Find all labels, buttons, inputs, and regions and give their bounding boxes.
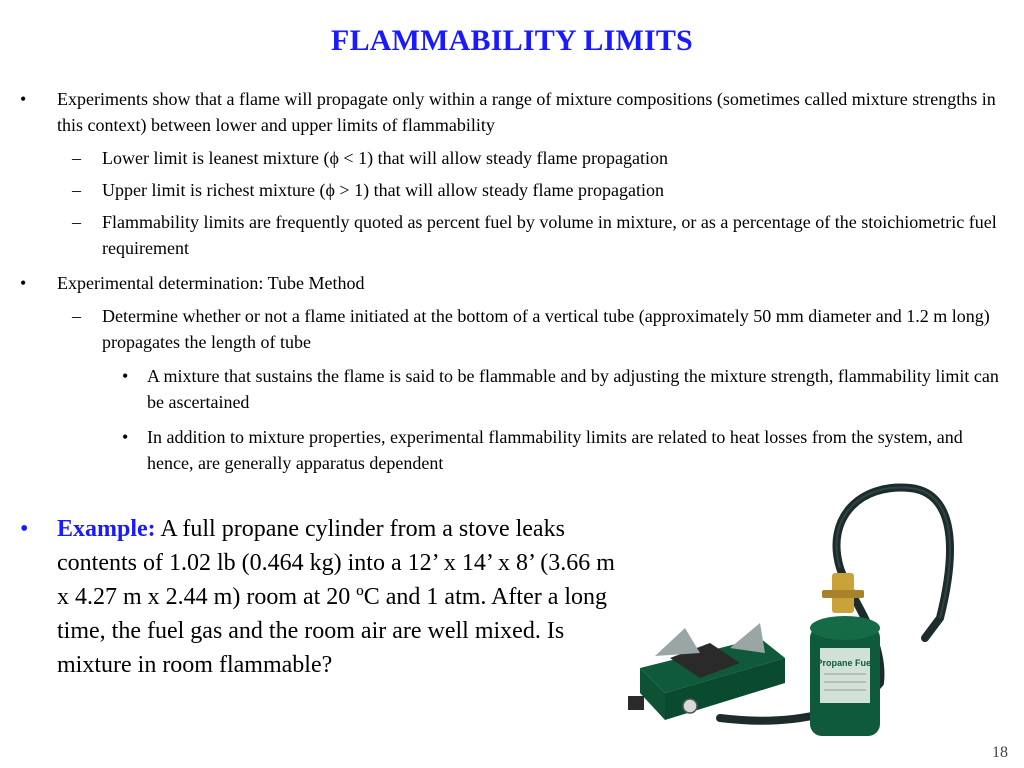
- bullet-marker: •: [122, 366, 129, 386]
- sub-bullet-item: [72, 145, 1007, 171]
- bullet-marker: –: [72, 148, 81, 168]
- bullet-marker: •: [20, 89, 27, 109]
- bullet-text: Upper limit is richest mixture (ϕ > 1) that will allow steady flame propagation: [102, 180, 664, 200]
- slide-title: FLAMMABILITY LIMITS: [331, 24, 693, 57]
- bullet-marker: –: [72, 180, 81, 200]
- propane-cylinder: [810, 616, 880, 736]
- bullet-item: [20, 86, 1005, 138]
- bullet-text: Experimental determination: Tube Method: [57, 273, 365, 293]
- example-text: A full propane cylinder from a stove leaks contents of 1.02 lb (0.464 kg) into a 12’ x 14’ x 8’ (3.66 m x 4.27 m x 2.44 m) room at 20 ºC and 1 atm. After a long time, the fuel gas and the room air are well mixed. Is mixture in room flammable?: [57, 516, 615, 678]
- sub-bullet-item: [72, 209, 1007, 261]
- bullet-marker: •: [122, 427, 129, 447]
- bullet-text: Flammability limits are frequently quoted as percent fuel by volume in mixture, or as a percentage of the stoichiometric fuel requirement: [102, 212, 997, 258]
- example-label: Example:: [57, 516, 156, 542]
- sub-sub-bullet-item: [122, 424, 1002, 476]
- propane-stove-photo: [610, 478, 1020, 738]
- example-paragraph: [20, 512, 620, 682]
- bullet-marker: –: [72, 306, 81, 326]
- bullet-text: Lower limit is leanest mixture (ϕ < 1) that will allow steady flame propagation: [102, 148, 668, 168]
- sub-bullet-item: [72, 303, 1007, 355]
- bullet-marker: •: [20, 273, 27, 293]
- bullet-text: Experiments show that a flame will propagate only within a range of mixture compositions (sometimes called mixture strengths in this context) between lower and upper limits of flammability: [57, 89, 996, 135]
- bullet-text: In addition to mixture properties, experimental flammability limits are related to heat losses from the system, and hence, are generally apparatus dependent: [147, 427, 963, 473]
- bullet-marker: •: [20, 516, 29, 542]
- sub-sub-bullet-item: [122, 363, 1002, 415]
- cylinder-label: Propane Fuel: [816, 658, 874, 668]
- bullet-marker: –: [72, 212, 81, 232]
- camp-stove: [628, 623, 785, 720]
- bullet-item: [20, 270, 1005, 296]
- bullet-text: A mixture that sustains the flame is said to be flammable and by adjusting the mixture strength, flammability limit can be ascertained: [147, 366, 999, 412]
- bullet-text: Determine whether or not a flame initiated at the bottom of a vertical tube (approximately 50 mm diameter and 1.2 m long) propagates the length of tube: [102, 306, 990, 352]
- page-number: 18: [992, 744, 1008, 761]
- sub-bullet-item: [72, 177, 1007, 203]
